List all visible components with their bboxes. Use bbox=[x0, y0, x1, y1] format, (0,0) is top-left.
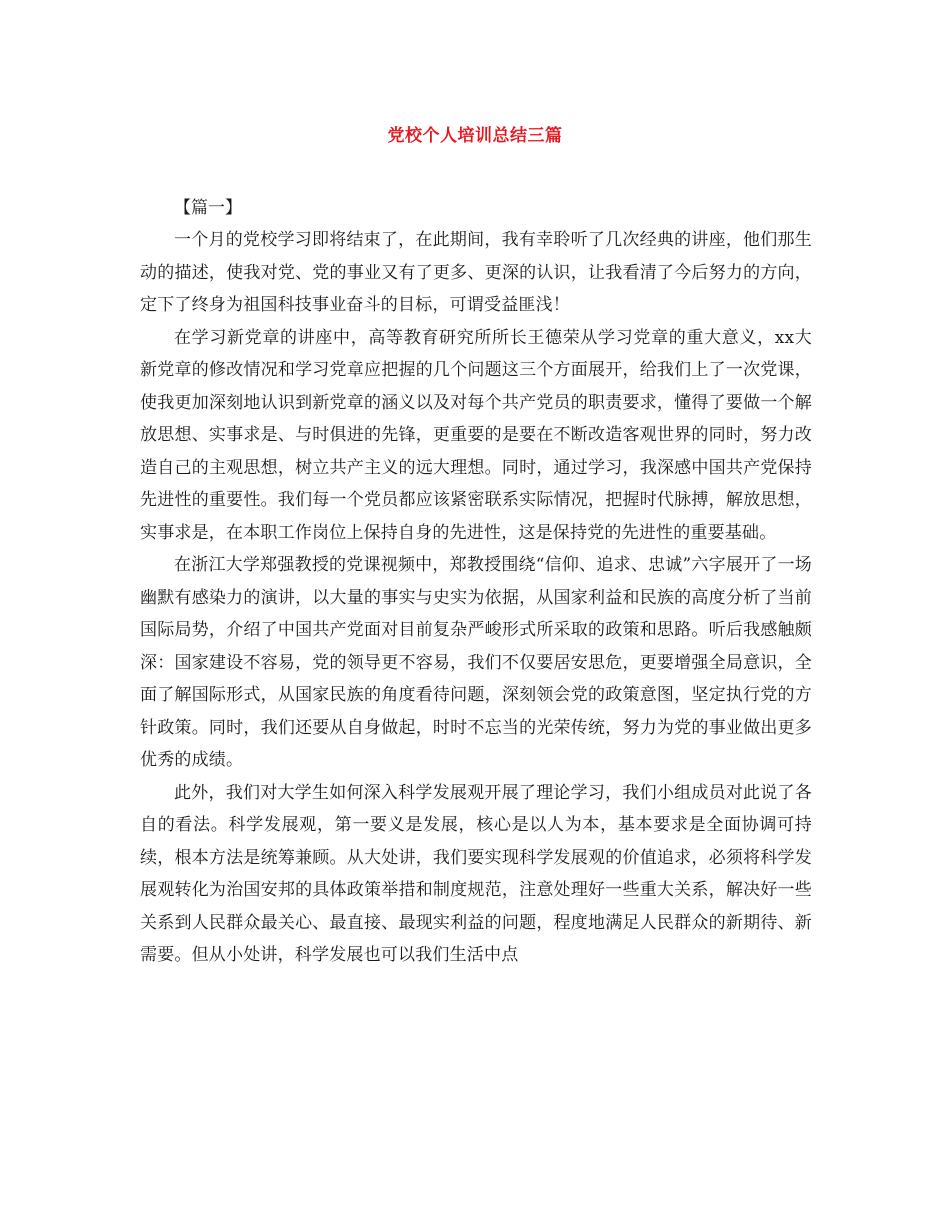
paragraph-1: 一个月的党校学习即将结束了，在此期间，我有幸聆听了几次经典的讲座，他们那生动的描述，使我对党、党的事业又有了更多、更深的认识，让我看清了今后努力的方向，定下了终身为祖国科技事业奋斗的目标，可谓受益匪浅！ bbox=[140, 230, 812, 315]
document-body bbox=[140, 192, 812, 972]
paragraph-4: 此外，我们对大学生如何深入科学发展观开展了理论学习，我们小组成员对此说了各自的看法。科学发展观，第一要义是发展，核心是以人为本，基本要求是全面协调可持续，根本方法是统筹兼顾。从大处讲，我们要实现科学发展观的价值追求，必须将科学发展观转化为治国安邦的具体政策举措和制度规范，注意处理好一些重大关系，解决好一些关系到人民群众最关心、最直接、最现实利益的问题，程度地满足人民群众的新期待、新需要。但从小处讲，科学发展也可以我们生活中点 bbox=[140, 782, 812, 965]
paragraph-3: 在浙江大学郑强教授的党课视频中，郑教授围绕“信仰、追求、忠诚”六字展开了一场幽默有感染力的演讲，以大量的事实与史实为依据，从国家利益和民族的高度分析了当前国际局势，介绍了中国共产党面对目前复杂严峻形式所采取的政策和思路。听后我感触颇深：国家建设不容易，党的领导更不容易，我们不仅要居安思危，更要增强全局意识，全面了解国际形式，从国家民族的角度看待问题，深刻领会党的政策意图，坚定执行党的方针政策。同时，我们还要从自身做起，时时不忘当的光荣传统，努力为党的事业做出更多优秀的成绩。 bbox=[140, 555, 812, 770]
document-title: 党校个人培训总结三篇 bbox=[387, 126, 563, 146]
paragraph-2: 在学习新党章的讲座中，高等教育研究所所长王德荣从学习党章的重大意义，xx大新党章的修改情况和学习党章应把握的几个问题这三个方面展开，给我们上了一次党课，使我更加深刻地认识到新党章的涵义以及对每个共产党员的职责要求，懂得了要做一个解放思想、实事求是、与时俱进的先锋，更重要的是要在不断改造客观世界的同时，努力改造自己的主观思想，树立共产主义的远大理想。同时，通过学习，我深感中国共产党保持先进性的重要性。我们每一个党员都应该紧密联系实际情况，把握时代脉搏，解放思想，实事求是，在本职工作岗位上保持自身的先进性，这是保持党的先进性的重要基础。 bbox=[140, 327, 812, 543]
section-heading: 【篇一】 bbox=[174, 198, 242, 218]
